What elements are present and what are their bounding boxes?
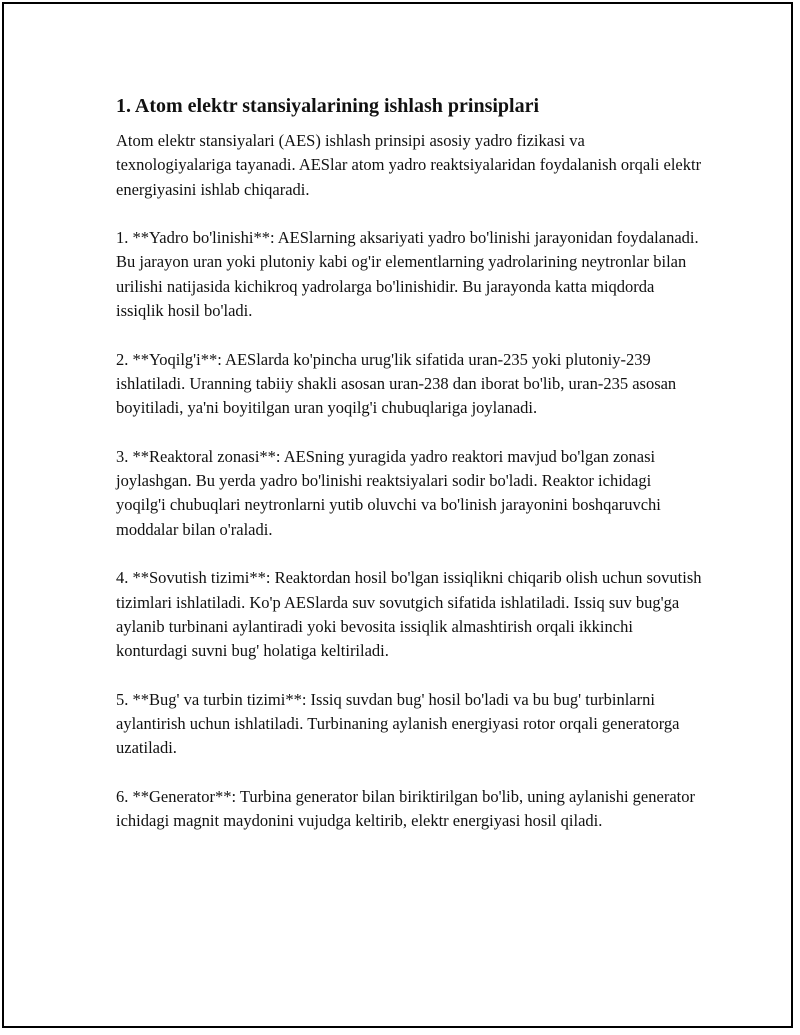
paragraph-sovutish-tizimi: 4. **Sovutish tizimi**: Reaktordan hosil bo'lgan issiqlikni chiqarib olish uchun sovutish tizimlari ishlatiladi. Ko'p AESlarda suv sovutgich sifatida ishlatiladi. Issiq suv bug'ga aylanib turbinani aylantiradi yoki bevosita issiqlik almashtirish orqali ikkinchi konturdagi suvni bug' holatiga keltiriladi.: [116, 568, 702, 661]
paragraph-reaktoral-zonasi: 3. **Reaktoral zonasi**: AESning yuragida yadro reaktori mavjud bo'lgan zonasi joylashgan. Bu yerda yadro bo'linishi reaktsiyalari sodir bo'ladi. Reaktor ichidagi yoqilg'i chubuqlari neytronlarni yutib oluvchi va bo'linish jarayonini boshqaruvchi moddalar bilan o'raladi.: [116, 446, 661, 539]
paragraph-bug-va-turbin-tizimi: 5. **Bug' va turbin tizimi**: Issiq suvdan bug' hosil bo'ladi va bu bug' turbinlarni aylantirish uchun ishlatiladi. Turbinaning aylanish energiyasi rotor orqali generatorga uzatiladi.: [116, 689, 680, 758]
paragraph-yadro-bolinishi: 1. **Yadro bo'linishi**: AESlarning aksariyati yadro bo'linishi jarayonidan foydalanadi. Bu jarayon uran yoki plutoniy kabi og'ir elementlarning yadrolarining neytronlar bilan urilishi natijasida kichikroq yadrolarga bo'linishidir. Bu jarayonda katta miqdorda issiqlik hosil bo'ladi.: [116, 228, 699, 321]
document-body: [116, 92, 702, 858]
page-title: 1. Atom elektr stansiyalarining ishlash prinsiplari: [116, 95, 540, 117]
paragraph-generator: 6. **Generator**: Turbina generator bilan biriktirilgan bo'lib, uning aylanishi generator ichidagi magnit maydonini vujudga keltirib, elektr energiyasi hosil qiladi.: [116, 787, 695, 831]
intro-paragraph: Atom elektr stansiyalari (AES) ishlash prinsipi asosiy yadro fizikasi va texnologiyalariga tayanadi. AESlar atom yadro reaktsiyalaridan foydalanish orqali elektr energiyasini ishlab chiqaradi.: [116, 131, 702, 199]
paragraph-yoqilgi: 2. **Yoqilg'i**: AESlarda ko'pincha urug'lik sifatida uran-235 yoki plutoniy-239 ishlatiladi. Uranning tabiiy shakli asosan uran-238 dan iborat bo'lib, uran-235 asosan boyitiladi, ya'ni boyitilgan uran yoqilg'i chubuqlariga joylanadi.: [116, 349, 677, 418]
